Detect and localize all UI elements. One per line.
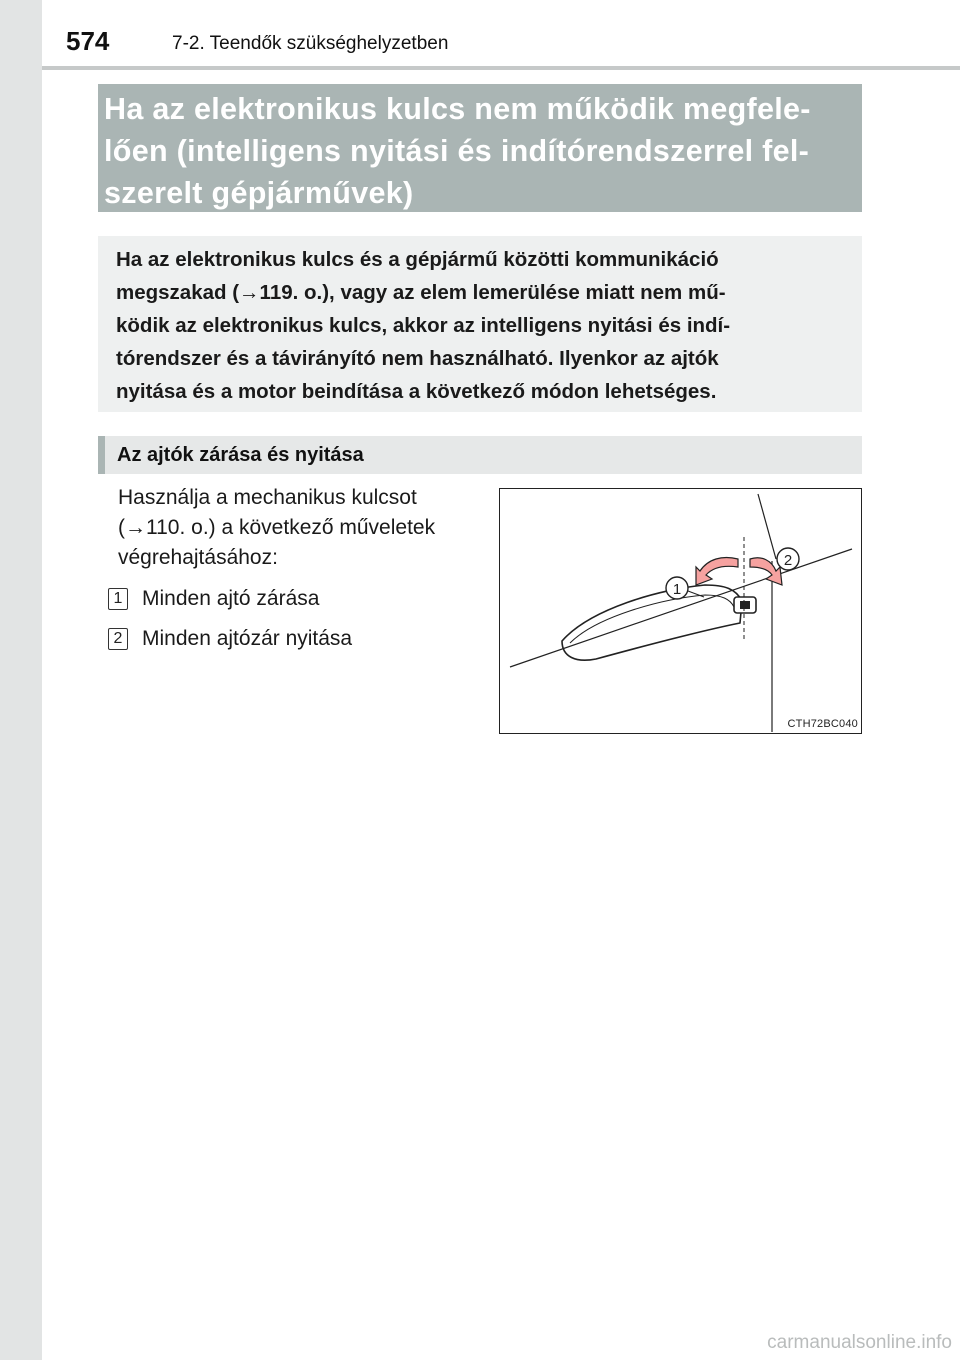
- step-item-2: [108, 626, 352, 652]
- step-text-1: Minden ajtó zárása: [142, 587, 320, 610]
- header-divider: [42, 66, 960, 70]
- figure-code: CTH72BC040: [787, 718, 858, 730]
- callout-1: 1: [672, 581, 682, 598]
- section-title: Ha az elektronikus kulcs nem működik megfele- lően (intelligens nyitási és indítórendszerrel fel- szerelt gépjárművek): [104, 92, 811, 210]
- body-text: Használja a mechanikus kulcsot (→110. o.) a következő műveletek végrehajtásához:: [118, 486, 436, 569]
- step-text-2: Minden ajtózár nyitása: [142, 627, 353, 650]
- step-item-1: [108, 586, 319, 612]
- intro-box: [98, 236, 862, 412]
- side-margin-bar: [0, 0, 42, 1360]
- intro-text: Ha az elektronikus kulcs és a gépjármű közötti kommunikáció megszakad (→119. o.), vagy az elem lemerülése miatt nem mű- ködik az elektronikus kulcs, akkor az intelligens nyitási és indí- tórendszer és a távirányító nem használható. Ilyenkor az ajtók nyitása és a motor beindítása a következő módon lehetséges.: [116, 248, 731, 403]
- subheading: Az ajtók zárása és nyitása: [98, 436, 862, 474]
- watermark: carmanualsonline.info: [767, 1332, 952, 1353]
- step-number-1: 1: [108, 588, 128, 610]
- section-title-box: [98, 84, 862, 212]
- section-reference: 7-2. Teendők szükséghelyzetben: [172, 33, 449, 54]
- step-number-2: 2: [108, 628, 128, 650]
- door-handle-drawing: [500, 489, 860, 732]
- callout-2: 2: [783, 552, 793, 569]
- door-handle-illustration: [499, 488, 862, 734]
- page-number: 574: [66, 26, 110, 56]
